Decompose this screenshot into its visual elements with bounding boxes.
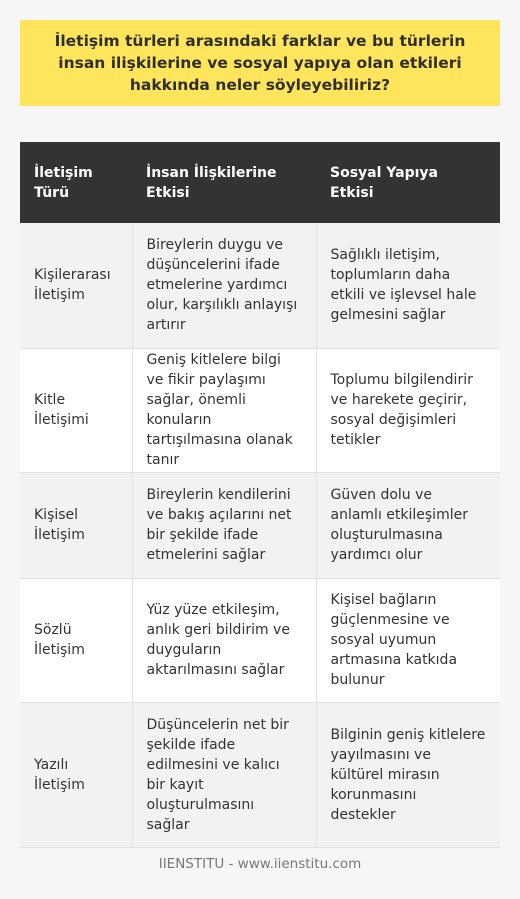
- table-header-row: [20, 142, 500, 223]
- cell-social: Güven dolu ve anlamlı etkileşimler oluşturulmasına yardımcı olur: [316, 472, 500, 578]
- cell-social: Bilginin geniş kitlelere yayılmasını ve kültürel mirasın korunmasını destekler: [316, 702, 500, 847]
- footer-source: IIENSTITU - www.iienstitu.com: [158, 856, 362, 872]
- table-row: [20, 348, 500, 472]
- cell-human: Düşüncelerin net bir şekilde ifade edilmesini ve kalıcı bir kayıt oluşturulmasını sağlar: [132, 702, 316, 847]
- table-row: [20, 702, 500, 847]
- cell-social: Sağlıklı iletişim, toplumların daha etkili ve işlevsel hale gelmesini sağlar: [316, 223, 500, 348]
- cell-type: Sözlü İletişim: [20, 578, 132, 702]
- column-header-type: İletişim Türü: [20, 142, 132, 223]
- cell-human: Yüz yüze etkileşim, anlık geri bildirim ve duyguların aktarılmasını sağlar: [132, 578, 316, 702]
- column-header-human-relations: İnsan İlişkilerine Etkisi: [132, 142, 316, 223]
- table-row: [20, 578, 500, 702]
- table-row: [20, 223, 500, 348]
- cell-human: Geniş kitlelere bilgi ve fikir paylaşımı sağlar, önemli konuların tartışılmasına olanak tanır: [132, 348, 316, 472]
- cell-type: Yazılı İletişim: [20, 702, 132, 847]
- page-title: İletişim türleri arasındaki farklar ve bu türlerin insan ilişkilerine ve sosyal yapıya olan etkileri hakkında neler söyleyebiliriz?: [54, 32, 466, 94]
- title-banner: [20, 20, 500, 106]
- cell-social: Kişisel bağların güçlenmesine ve sosyal uyumun artmasına katkıda bulunur: [316, 578, 500, 702]
- cell-type: Kişisel İletişim: [20, 472, 132, 578]
- cell-type: Kişilerarası İletişim: [20, 223, 132, 348]
- cell-human: Bireylerin duygu ve düşüncelerini ifade etmelerine yardımcı olur, karşılıklı anlayışı artırır: [132, 223, 316, 348]
- column-header-social-structure: Sosyal Yapıya Etkisi: [316, 142, 500, 223]
- cell-type: Kitle İletişimi: [20, 348, 132, 472]
- table-row: [20, 472, 500, 578]
- cell-human: Bireylerin kendilerini ve bakış açılarını net bir şekilde ifade etmelerini sağlar: [132, 472, 316, 578]
- communication-table: [20, 142, 500, 848]
- cell-social: Toplumu bilgilendirir ve harekete geçirir, sosyal değişimleri tetikler: [316, 348, 500, 472]
